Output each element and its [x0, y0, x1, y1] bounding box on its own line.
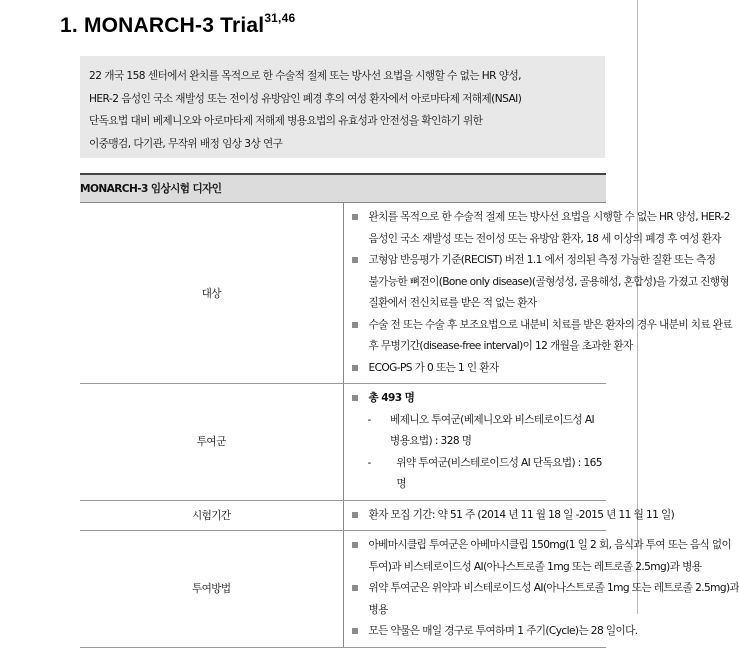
row-label: 투여군	[80, 384, 343, 501]
bullet-text: 질환에서 전신치료를 받은 적 없는 환자	[369, 293, 730, 315]
bullet-text: ECOG-PS 가 0 또는 1 인 환자	[369, 358, 607, 380]
bullet-item	[352, 250, 607, 315]
summary-line: 단독요법 대비 베제니오와 아로마타제 저해제 병용요법의 유효성과 안전성을 확인하기 위한	[89, 110, 595, 133]
bullet-item	[352, 578, 607, 621]
table-row-population	[80, 203, 606, 384]
square-bullet-icon	[352, 214, 358, 220]
total-patients: 총 493 명	[369, 388, 607, 410]
bullet-item	[352, 207, 607, 250]
summary-line: 이중맹검, 다기관, 무작위 배정 임상 3상 연구	[89, 133, 595, 156]
square-bullet-icon	[352, 365, 358, 371]
sub-item	[352, 453, 607, 496]
table-row-dosing	[80, 531, 606, 648]
bullet-text: 후 무병기간(disease-free interval)이 12 개월을 초과한 환자	[369, 336, 733, 358]
table-row-arms	[80, 384, 606, 501]
summary-line: HER-2 음성인 국소 재발성 또는 전이성 유방암인 폐경 후의 여성 환자에서 아로마타제 저해제(NSAI)	[89, 88, 595, 111]
bullet-text: 환자 모집 기간: 약 51 주 (2014 년 11 월 18 일 -2015 년 11 월 11 일)	[369, 505, 675, 527]
square-bullet-icon	[352, 257, 358, 263]
summary-line: 22 개국 158 센터에서 완치를 목적으로 한 수술적 절제 또는 방사선 요법을 시행할 수 없는 HR 양성,	[89, 65, 595, 88]
square-bullet-icon	[352, 585, 358, 591]
row-label: 시험기간	[80, 500, 343, 531]
bullet-text: 불가능한 뼈전이(Bone only disease)(골형성성, 골용해성, 혼합성)을 가졌고 진행형	[369, 272, 730, 294]
trial-design-table	[80, 173, 606, 648]
square-bullet-icon	[352, 395, 358, 401]
row-content	[343, 500, 606, 531]
sub-item-text: 위약 투여군(비스테로이드성 AI 단독요법) : 165 명	[396, 453, 606, 496]
bullet-item	[352, 505, 607, 527]
bullet-text: 위약 투여군은 위약과 비스테로이드성 AI(아나스트로졸 1mg 또는 레트로졸 2.5mg)과	[369, 578, 739, 600]
table-row-period	[80, 500, 606, 531]
square-bullet-icon	[352, 322, 358, 328]
study-summary-box	[80, 56, 605, 158]
row-content	[343, 203, 606, 384]
page-title-text: 1. MONARCH-3 Trial	[60, 14, 264, 37]
citation-superscript: 31,46	[264, 11, 295, 25]
square-bullet-icon	[352, 512, 358, 518]
row-content	[343, 384, 606, 501]
bullet-text: 병용	[369, 600, 739, 622]
bullet-item	[352, 535, 607, 578]
row-label: 투여방법	[80, 531, 343, 648]
dash-marker: -	[368, 410, 390, 453]
sub-item-text: 베제니오 투여군(베제니오와 비스테로이드성 AI 병용요법) : 328 명	[390, 410, 606, 453]
square-bullet-icon	[352, 542, 358, 548]
bullet-item	[352, 388, 607, 410]
table-header-row	[80, 174, 606, 203]
page-title	[60, 14, 295, 38]
bullet-text: 고형암 반응평가 기준(RECIST) 버전 1.1 에서 정의된 측정 가능한 질환 또는 측정	[369, 250, 730, 272]
bullet-item	[352, 621, 607, 643]
bullet-item	[352, 315, 607, 358]
bullet-text: 투여)과 비스테로이드성 AI(아나스트로졸 1mg 또는 레트로졸 2.5mg)과 병용	[369, 557, 732, 579]
bullet-text: 모든 약물은 매일 경구로 투여하며 1 주기(Cycle)는 28 일이다.	[369, 621, 638, 643]
dash-marker: -	[368, 453, 397, 496]
bullet-text: 아베마시클립 투여군은 아베마시클립 150mg(1 일 2 회, 음식과 투여 또는 음식 없이	[369, 535, 732, 557]
bullet-text: 음성인 국소 재발성 또는 전이성 또는 유방암 환자, 18 세 이상의 폐경 후 여성 환자	[369, 229, 730, 251]
row-content	[343, 531, 606, 648]
bullet-item	[352, 358, 607, 380]
bullet-text: 완치를 목적으로 한 수술적 절제 또는 방사선 요법을 시행할 수 없는 HR 양성, HER-2	[369, 207, 730, 229]
sub-item	[352, 410, 607, 453]
bullet-text: 수술 전 또는 수술 후 보조요법으로 내분비 치료를 받은 환자의 경우 내분비 치료 완료	[369, 315, 733, 337]
row-label: 대상	[80, 203, 343, 384]
table-header: MONARCH-3 임상시험 디자인	[80, 174, 606, 203]
square-bullet-icon	[352, 628, 358, 634]
